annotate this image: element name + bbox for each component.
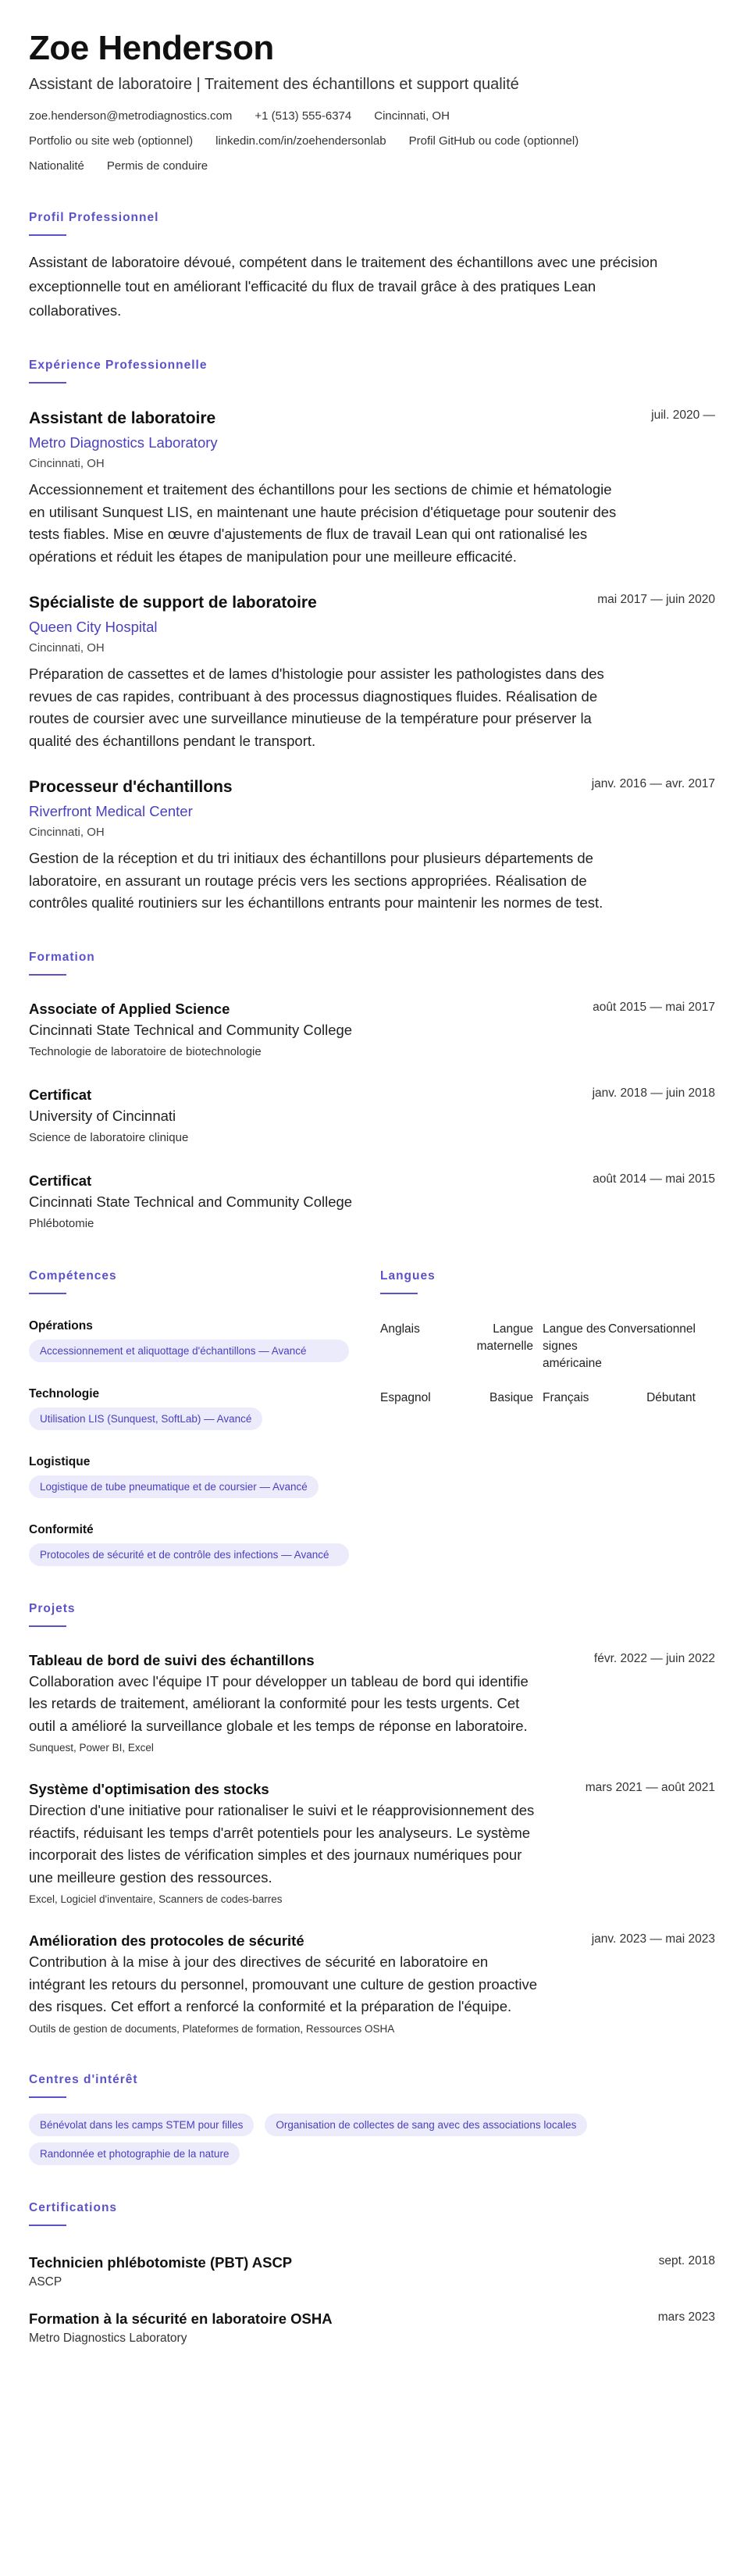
education-field: Science de laboratoire clinique	[29, 1130, 189, 1144]
contact-location: Cincinnati, OH	[374, 109, 450, 123]
education-school: Cincinnati State Technical and Community College	[29, 1193, 353, 1210]
section-divider	[380, 1293, 418, 1294]
project-dates: mars 2021 — août 2021	[585, 1781, 715, 1794]
certification-item	[29, 2309, 715, 2348]
project-description: Contribution à la mise à jour des directives de sécurité en laboratoire en intégrant les retours du personnel, promouvant une culture de gestion proactive des risques. Cet effort a renforcé la conformité et la préparation de l'équipe.	[29, 1953, 537, 2014]
contact-linkedin[interactable]: linkedin.com/in/zoehendersonlab	[215, 134, 386, 148]
section-divider	[29, 974, 66, 976]
section-divider	[29, 1625, 66, 1627]
skill-category: Conformité	[29, 1522, 94, 1536]
certification-issuer: ASCP	[29, 2275, 62, 2289]
contact-phone[interactable]: +1 (513) 555-6374	[255, 109, 352, 123]
skills-languages-row	[29, 1268, 715, 1566]
languages-section	[380, 1268, 705, 1566]
contact-nationality: Nationalité	[29, 159, 84, 173]
section-divider	[29, 1293, 66, 1294]
project-dates: févr. 2022 — juin 2022	[593, 1651, 715, 1665]
resume-header	[29, 28, 715, 175]
language-name: Langue des signes américaine	[543, 1322, 607, 1370]
candidate-headline: Assistant de laboratoire | Traitement des échantillons et support qualité	[29, 76, 519, 93]
education-degree: Associate of Applied Science	[29, 1000, 230, 1017]
certification-issuer: Metro Diagnostics Laboratory	[29, 2331, 187, 2345]
education-dates: août 2014 — mai 2015	[593, 1172, 715, 1186]
education-field: Phlébotomie	[29, 1216, 94, 1230]
education-degree: Certificat	[29, 1086, 92, 1103]
job-title: Processeur d'échantillons	[29, 778, 233, 796]
skill-pill: Protocoles de sécurité et de contrôle des infections — Avancé	[29, 1543, 349, 1566]
certification-item	[29, 2253, 715, 2292]
contact-row-primary	[29, 108, 715, 125]
candidate-name: Zoe Henderson	[29, 29, 274, 67]
language-name: Anglais	[380, 1322, 420, 1336]
language-level: Basique	[489, 1390, 533, 1404]
interests-section	[29, 2071, 715, 2165]
skill-category: Logistique	[29, 1454, 91, 1468]
skill-group	[29, 1386, 354, 1430]
contact-github[interactable]: Profil GitHub ou code (optionnel)	[408, 134, 579, 148]
project-item	[29, 1650, 715, 1757]
job-location: Cincinnati, OH	[29, 457, 105, 470]
certifications-section	[29, 2200, 715, 2348]
certification-date: sept. 2018	[658, 2253, 715, 2267]
skills-section	[29, 1268, 354, 1566]
project-title: Tableau de bord de suivi des échantillons	[29, 1651, 315, 1668]
language-name: Espagnol	[380, 1390, 431, 1404]
project-technologies: Outils de gestion de documents, Plateformes de formation, Ressources OSHA	[29, 2022, 395, 2035]
experience-item	[29, 591, 715, 752]
project-dates: janv. 2023 — mai 2023	[591, 1932, 715, 1946]
project-technologies: Excel, Logiciel d'inventaire, Scanners de codes-barres	[29, 1893, 283, 1905]
profile-section	[29, 209, 715, 323]
contact-row-links	[29, 133, 715, 150]
projects-section	[29, 1600, 715, 2037]
skill-category: Technologie	[29, 1386, 100, 1400]
skill-group	[29, 1522, 354, 1566]
certification-date: mars 2023	[657, 2310, 715, 2324]
section-title: Expérience Professionnelle	[29, 359, 208, 372]
profile-summary: Assistant de laboratoire dévoué, compétent dans le traitement des échantillons avec une précision exceptionnelle tout en améliorant l'efficacité du flux de travail grâce à des pratiques Lean collaboratives.	[29, 254, 658, 319]
language-name: Français	[543, 1390, 589, 1404]
job-dates: juil. 2020 —	[651, 409, 715, 422]
education-item	[29, 1171, 715, 1233]
contact-email[interactable]: zoe.henderson@metrodiagnostics.com	[29, 109, 233, 123]
section-divider	[29, 234, 66, 236]
project-title: Amélioration des protocoles de sécurité	[29, 1932, 304, 1949]
education-degree: Certificat	[29, 1172, 92, 1189]
language-item	[380, 1321, 543, 1372]
language-item	[380, 1390, 543, 1407]
interest-pill: Bénévolat dans les camps STEM pour filles	[29, 2114, 254, 2136]
education-school: University of Cincinnati	[29, 1107, 176, 1124]
education-section	[29, 949, 715, 1233]
section-title: Langues	[380, 1268, 436, 1283]
skill-group	[29, 1454, 354, 1498]
certification-name: Technicien phlébotomiste (PBT) ASCP	[29, 2253, 293, 2271]
section-title: Projets	[29, 1601, 76, 1615]
section-title: Profil Professionnel	[29, 211, 159, 224]
contact-row-extra	[29, 158, 715, 175]
job-location: Cincinnati, OH	[29, 641, 105, 655]
certification-name: Formation à la sécurité en laboratoire OSHA	[29, 2310, 333, 2327]
job-title: Assistant de laboratoire	[29, 409, 216, 427]
project-technologies: Sunquest, Power BI, Excel	[29, 1742, 154, 1754]
job-description: Accessionnement et traitement des échantillons pour les sections de chimie et hématologie en utilisant Sunquest LIS, en maintenant une haute précision d'étiquetage pour soutenir des tests fiables. Mise en œuvre d'ajustements de flux de travail Lean qui ont rationalisé les opérations et réduit les étapes de manipulation pour une meilleure efficacité.	[29, 481, 617, 565]
education-dates: août 2015 — mai 2017	[593, 1000, 715, 1014]
section-title: Compétences	[29, 1268, 117, 1283]
project-item	[29, 1931, 715, 2037]
languages-grid	[380, 1321, 705, 1407]
education-item	[29, 1085, 715, 1147]
project-description: Direction d'une initiative pour rationaliser le suivi et le réapprovisionnement des réactifs, réduisant les temps d'arrêt potentiels pour les analyseurs. Le système incorporait des listes de vérification simples et des journaux numériques pour une meilleure gestion des ressources.	[29, 1802, 535, 1886]
language-item	[543, 1321, 705, 1372]
language-item	[543, 1390, 705, 1407]
job-description: Gestion de la réception et du tri initiaux des échantillons pour plusieurs départements de laboratoire, en assurant un routage précis vers les sections appropriées. Réalisation de contrôles qualité routiniers sur les échantillons entrants pour maintenir les normes de test.	[29, 850, 603, 911]
skill-group	[29, 1318, 354, 1362]
language-level: Langue maternelle	[476, 1322, 533, 1353]
section-divider	[29, 382, 66, 384]
interests-list	[29, 2114, 653, 2165]
experience-section	[29, 357, 715, 915]
job-company: Riverfront Medical Center	[29, 803, 193, 819]
education-school: Cincinnati State Technical and Community College	[29, 1021, 353, 1038]
section-title: Certifications	[29, 2200, 118, 2214]
education-field: Technologie de laboratoire de biotechnologie	[29, 1044, 262, 1058]
project-item	[29, 1779, 715, 1907]
section-title: Formation	[29, 950, 95, 964]
skill-pill: Accessionnement et aliquottage d'échantillons — Avancé	[29, 1340, 349, 1362]
interest-pill: Organisation de collectes de sang avec des associations locales	[265, 2114, 587, 2136]
language-level: Conversationnel	[607, 1322, 696, 1336]
interest-pill: Randonnée et photographie de la nature	[29, 2143, 240, 2165]
contact-driving-license: Permis de conduire	[106, 159, 208, 173]
skill-pill: Utilisation LIS (Sunquest, SoftLab) — Avancé	[29, 1408, 262, 1430]
education-dates: janv. 2018 — juin 2018	[592, 1086, 715, 1100]
skill-category: Opérations	[29, 1318, 93, 1333]
experience-item	[29, 776, 715, 915]
section-divider	[29, 2225, 66, 2226]
section-divider	[29, 2096, 66, 2098]
job-dates: janv. 2016 — avr. 2017	[591, 777, 715, 790]
job-company: Metro Diagnostics Laboratory	[29, 434, 218, 451]
job-dates: mai 2017 — juin 2020	[597, 593, 715, 606]
job-company: Queen City Hospital	[29, 619, 158, 635]
project-description: Collaboration avec l'équipe IT pour développer un tableau de bord qui identifie les retards de traitement, améliorant la conformité pour les tests urgents. Cet outil a amélioré la surveillance globale et les temps de réponse en laboratoire.	[29, 1672, 529, 1734]
project-title: Système d'optimisation des stocks	[29, 1781, 269, 1797]
contact-portfolio[interactable]: Portfolio ou site web (optionnel)	[29, 134, 194, 148]
skill-pill: Logistique de tube pneumatique et de coursier — Avancé	[29, 1475, 319, 1498]
job-location: Cincinnati, OH	[29, 826, 105, 839]
experience-item	[29, 407, 715, 568]
education-item	[29, 999, 715, 1061]
job-description: Préparation de cassettes et de lames d'histologie pour assister les pathologistes dans des revues de cas rapides, contribuant à des processus diagnostiques fluides. Réalisation de routes de coursier avec une surveillance minutieuse de la température pour préserver la qualité des échantillons pendant le transport.	[29, 665, 604, 749]
section-title: Centres d'intérêt	[29, 2072, 138, 2086]
language-level: Débutant	[646, 1390, 696, 1404]
job-title: Spécialiste de support de laboratoire	[29, 594, 317, 612]
